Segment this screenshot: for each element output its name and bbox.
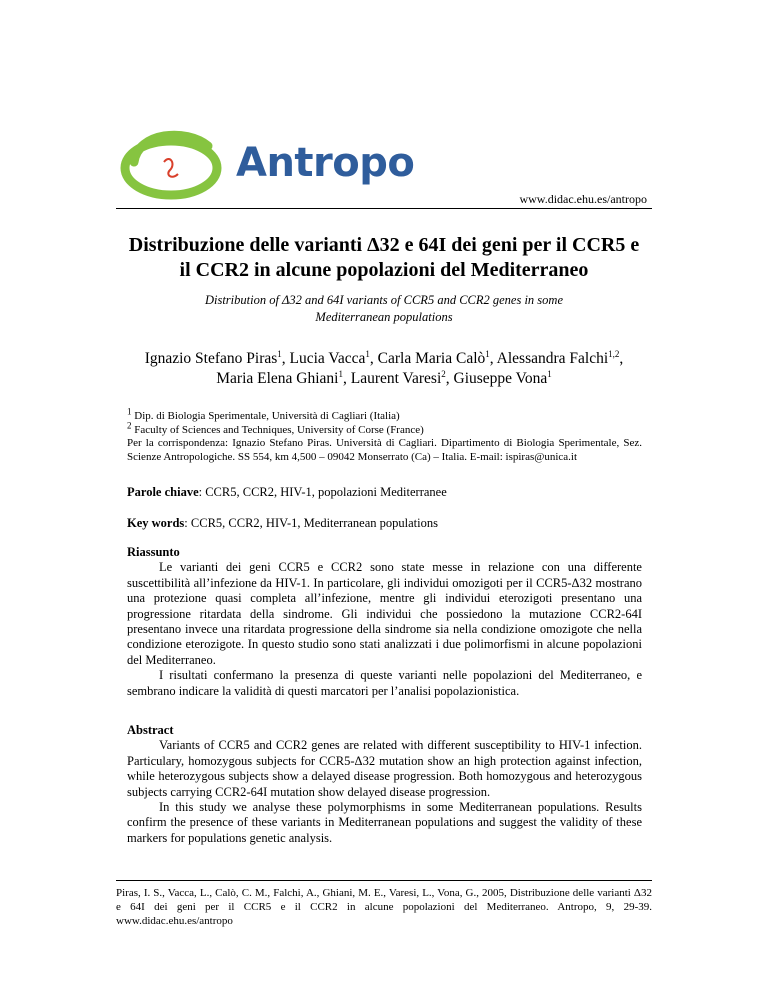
author-name: Ignazio Stefano Piras xyxy=(144,350,278,367)
author-name: Maria Elena Ghiani xyxy=(216,370,339,387)
article-subtitle xyxy=(150,292,618,326)
riassunto-paragraph-2: I risultati confermano la presenza di queste varianti nelle popolazioni del Mediterraneo, e sembrano indicare la validità di questi marcatori per l’analisi popolazionistica. xyxy=(127,668,642,698)
author-name: Laurent Varesi xyxy=(350,370,442,387)
citation: Piras, I. S., Vacca, L., Calò, C. M., Falchi, A., Ghiani, M. E., Varesi, L., Vona, G., 2005, Distribuzione delle varianti Δ32 e 64I dei geni per il CCR5 e il CCR2 in alcune popolazioni del Mediterraneo. Antropo, 9, 29-39. www.didac.ehu.es/antropo xyxy=(116,887,652,927)
author-name: Giuseppe Vona xyxy=(453,370,548,387)
journal-url[interactable]: www.didac.ehu.es/antropo xyxy=(519,192,647,206)
author-separator: , xyxy=(369,350,378,367)
abstract-paragraph-1: Variants of CCR5 and CCR2 genes are related with different susceptibility to HIV-1 infection. Particulary, homozygous subjects for CCR5-Δ32 mutation show an high protection against infection, while heterozygous subjects show a delayed disease progression. Both homozygous and heterozygous subjects carrying CCR2-64I mutation show delayed disease progression. xyxy=(127,738,642,799)
authors-line-1 xyxy=(100,349,668,369)
article-title xyxy=(100,233,668,283)
affiliation-2: $^2$ Faculty of Sciences and Techniques, University of Corse (France) xyxy=(127,420,424,436)
correspondence: Per la corrispondenza: Ignazio Stefano Piras. Università di Cagliari. Dipartimento di Biologia Sperimentale, Sez. Scienze Antropologiche. SS 554, km 4,500 – 09042 Monserrato (Ca) – Italia. E-mail: ispiras@unica.it xyxy=(127,437,642,463)
author-name: Carla Maria Calò xyxy=(377,350,486,367)
author-separator: , xyxy=(619,350,624,367)
author-separator: , xyxy=(281,350,290,367)
author-affiliation-mark: 1 xyxy=(547,368,552,379)
keywords-italian: Parole chiave: CCR5, CCR2, HIV-1, popolazioni Mediterranee xyxy=(127,485,447,499)
abstract-section xyxy=(127,723,642,846)
footer-divider xyxy=(116,880,652,881)
affiliation-1: $^1$ Dip. di Biologia Sperimentale, Università di Cagliari (Italia) xyxy=(127,406,400,422)
riassunto-heading: Riassunto xyxy=(127,545,180,559)
author-list xyxy=(100,349,668,389)
abstract-heading: Abstract xyxy=(127,723,174,737)
keywords-english: Key words: CCR5, CCR2, HIV-1, Mediterranean populations xyxy=(127,516,438,530)
author-affiliation-mark: 1,2 xyxy=(608,348,620,359)
subtitle-line-1: Distribution of Δ32 and 64I variants of CCR5 and CCR2 genes in some xyxy=(204,293,564,307)
title-line-2: il CCR2 in alcune popolazioni del Mediterraneo xyxy=(179,259,589,281)
journal-name: Antropo xyxy=(236,140,415,186)
author-separator: , xyxy=(445,370,454,387)
authors-line-2 xyxy=(100,369,668,389)
author-affiliation-mark: 1 xyxy=(338,368,343,379)
author-affiliation-mark: 1 xyxy=(485,348,490,359)
abstract-paragraph-2: In this study we analyse these polymorphisms in some Mediterranean populations. Results confirm the presence of these variants in Mediterranean populations and suggest the validity of these markers for populations genetic analysis. xyxy=(127,800,642,845)
author-name: Lucia Vacca xyxy=(289,350,366,367)
author-name: Alessandra Falchi xyxy=(496,350,609,367)
title-line-1: Distribuzione delle varianti Δ32 e 64I dei geni per il CCR5 e xyxy=(128,234,640,256)
author-separator: , xyxy=(342,370,351,387)
author-affiliation-mark: 1 xyxy=(365,348,370,359)
author-separator: , xyxy=(489,350,497,367)
author-affiliation-mark: 2 xyxy=(441,368,446,379)
riassunto-section xyxy=(127,545,642,699)
subtitle-line-2: Mediterranean populations xyxy=(315,310,453,324)
header-divider xyxy=(116,208,652,209)
riassunto-paragraph-1: Le varianti dei geni CCR5 e CCR2 sono state messe in relazione con una differente suscettibilità all’infezione da HIV-1. In particolare, gli individui omozigoti per il CCR5-Δ32 mostrano una protezione quasi completa all’infezione, mentre gli individui eterozigoti presentano una progressione ritardata della sindrome. Gli individui che possiedono la mutazione CCR2-64I presentano invece una ritardata progressione della sindrome sia nella condizione omozigote che nella condizione eterozigote. In questo studio sono stati analizzati i due polimorfismi in alcune popolazioni del Mediterraneo. xyxy=(127,560,642,667)
author-affiliation-mark: 1 xyxy=(277,348,282,359)
hat-icon xyxy=(125,135,217,195)
